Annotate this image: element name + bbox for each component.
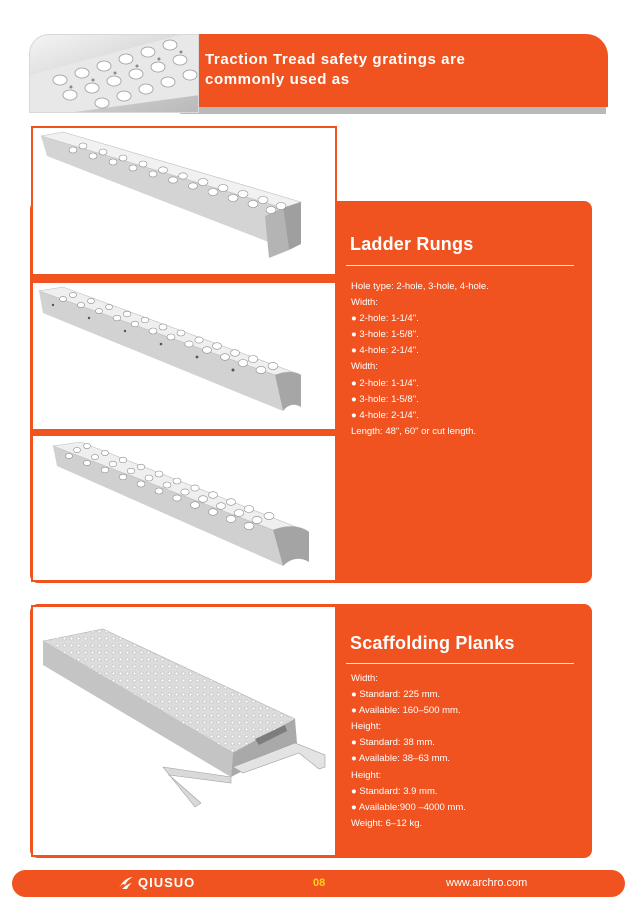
- spec-line: Height:: [351, 721, 382, 733]
- scaffolding-planks-specs: [351, 671, 466, 832]
- spec-line: ● Available: 38–63 mm.: [351, 753, 451, 765]
- spec-line: ● 4-hole: 2-1/4".: [351, 345, 419, 357]
- ladder-rung-photo-2-hole: [31, 126, 337, 276]
- brand-name: QIUSUO: [138, 875, 196, 890]
- spec-line: ● 2-hole: 1-1/4".: [351, 313, 419, 325]
- ladder-rungs-title: Ladder Rungs: [350, 234, 474, 254]
- spec-line: Weight: 6–12 kg.: [351, 817, 423, 829]
- spec-line: ● 4-hole: 2-1/4".: [351, 409, 419, 421]
- spec-line: Width:: [351, 297, 378, 309]
- spec-line: ● Available: 160–500 mm.: [351, 705, 461, 717]
- spec-line: ● Standard: 225 mm.: [351, 689, 441, 701]
- ladder-rung-photo-4-hole: [31, 434, 337, 582]
- page-number: 08: [313, 877, 326, 889]
- ladder-rungs-divider: [346, 265, 574, 266]
- header-title-line1: Traction Tread safety gratings are: [205, 51, 466, 68]
- scaffolding-planks-title: Scaffolding Planks: [350, 633, 515, 653]
- spec-line: ● Available:900 –4000 mm.: [351, 801, 466, 813]
- spec-line: Length: 48", 60" or cut length.: [351, 425, 477, 437]
- brand-logo[interactable]: [118, 875, 195, 890]
- spec-line: ● 3-hole: 1-5/8".: [351, 393, 419, 405]
- website-link[interactable]: www.archro.com: [446, 877, 528, 889]
- ladder-rungs-specs: [351, 279, 489, 440]
- scaffolding-plank-photo: [31, 605, 337, 857]
- spec-line: Height:: [351, 769, 382, 781]
- spec-line: ● Standard: 38 mm.: [351, 737, 435, 749]
- spec-line: ● Standard: 3.9 mm.: [351, 785, 438, 797]
- header-title-line2: commonly used as: [205, 71, 350, 88]
- spec-line: Width:: [351, 673, 378, 684]
- scaffolding-planks-divider: [346, 663, 574, 664]
- ladder-rung-photo-3-hole: [31, 281, 337, 431]
- spec-line: Hole type: 2-hole, 3-hole, 4-hole.: [351, 281, 489, 292]
- spec-line: Width:: [351, 361, 378, 373]
- header-grating-photo: [29, 34, 199, 113]
- swoosh-logo-icon: [118, 876, 134, 890]
- header-title: [205, 50, 505, 90]
- spec-line: ● 3-hole: 1-5/8".: [351, 329, 419, 341]
- spec-line: ● 2-hole: 1-1/4".: [351, 377, 419, 389]
